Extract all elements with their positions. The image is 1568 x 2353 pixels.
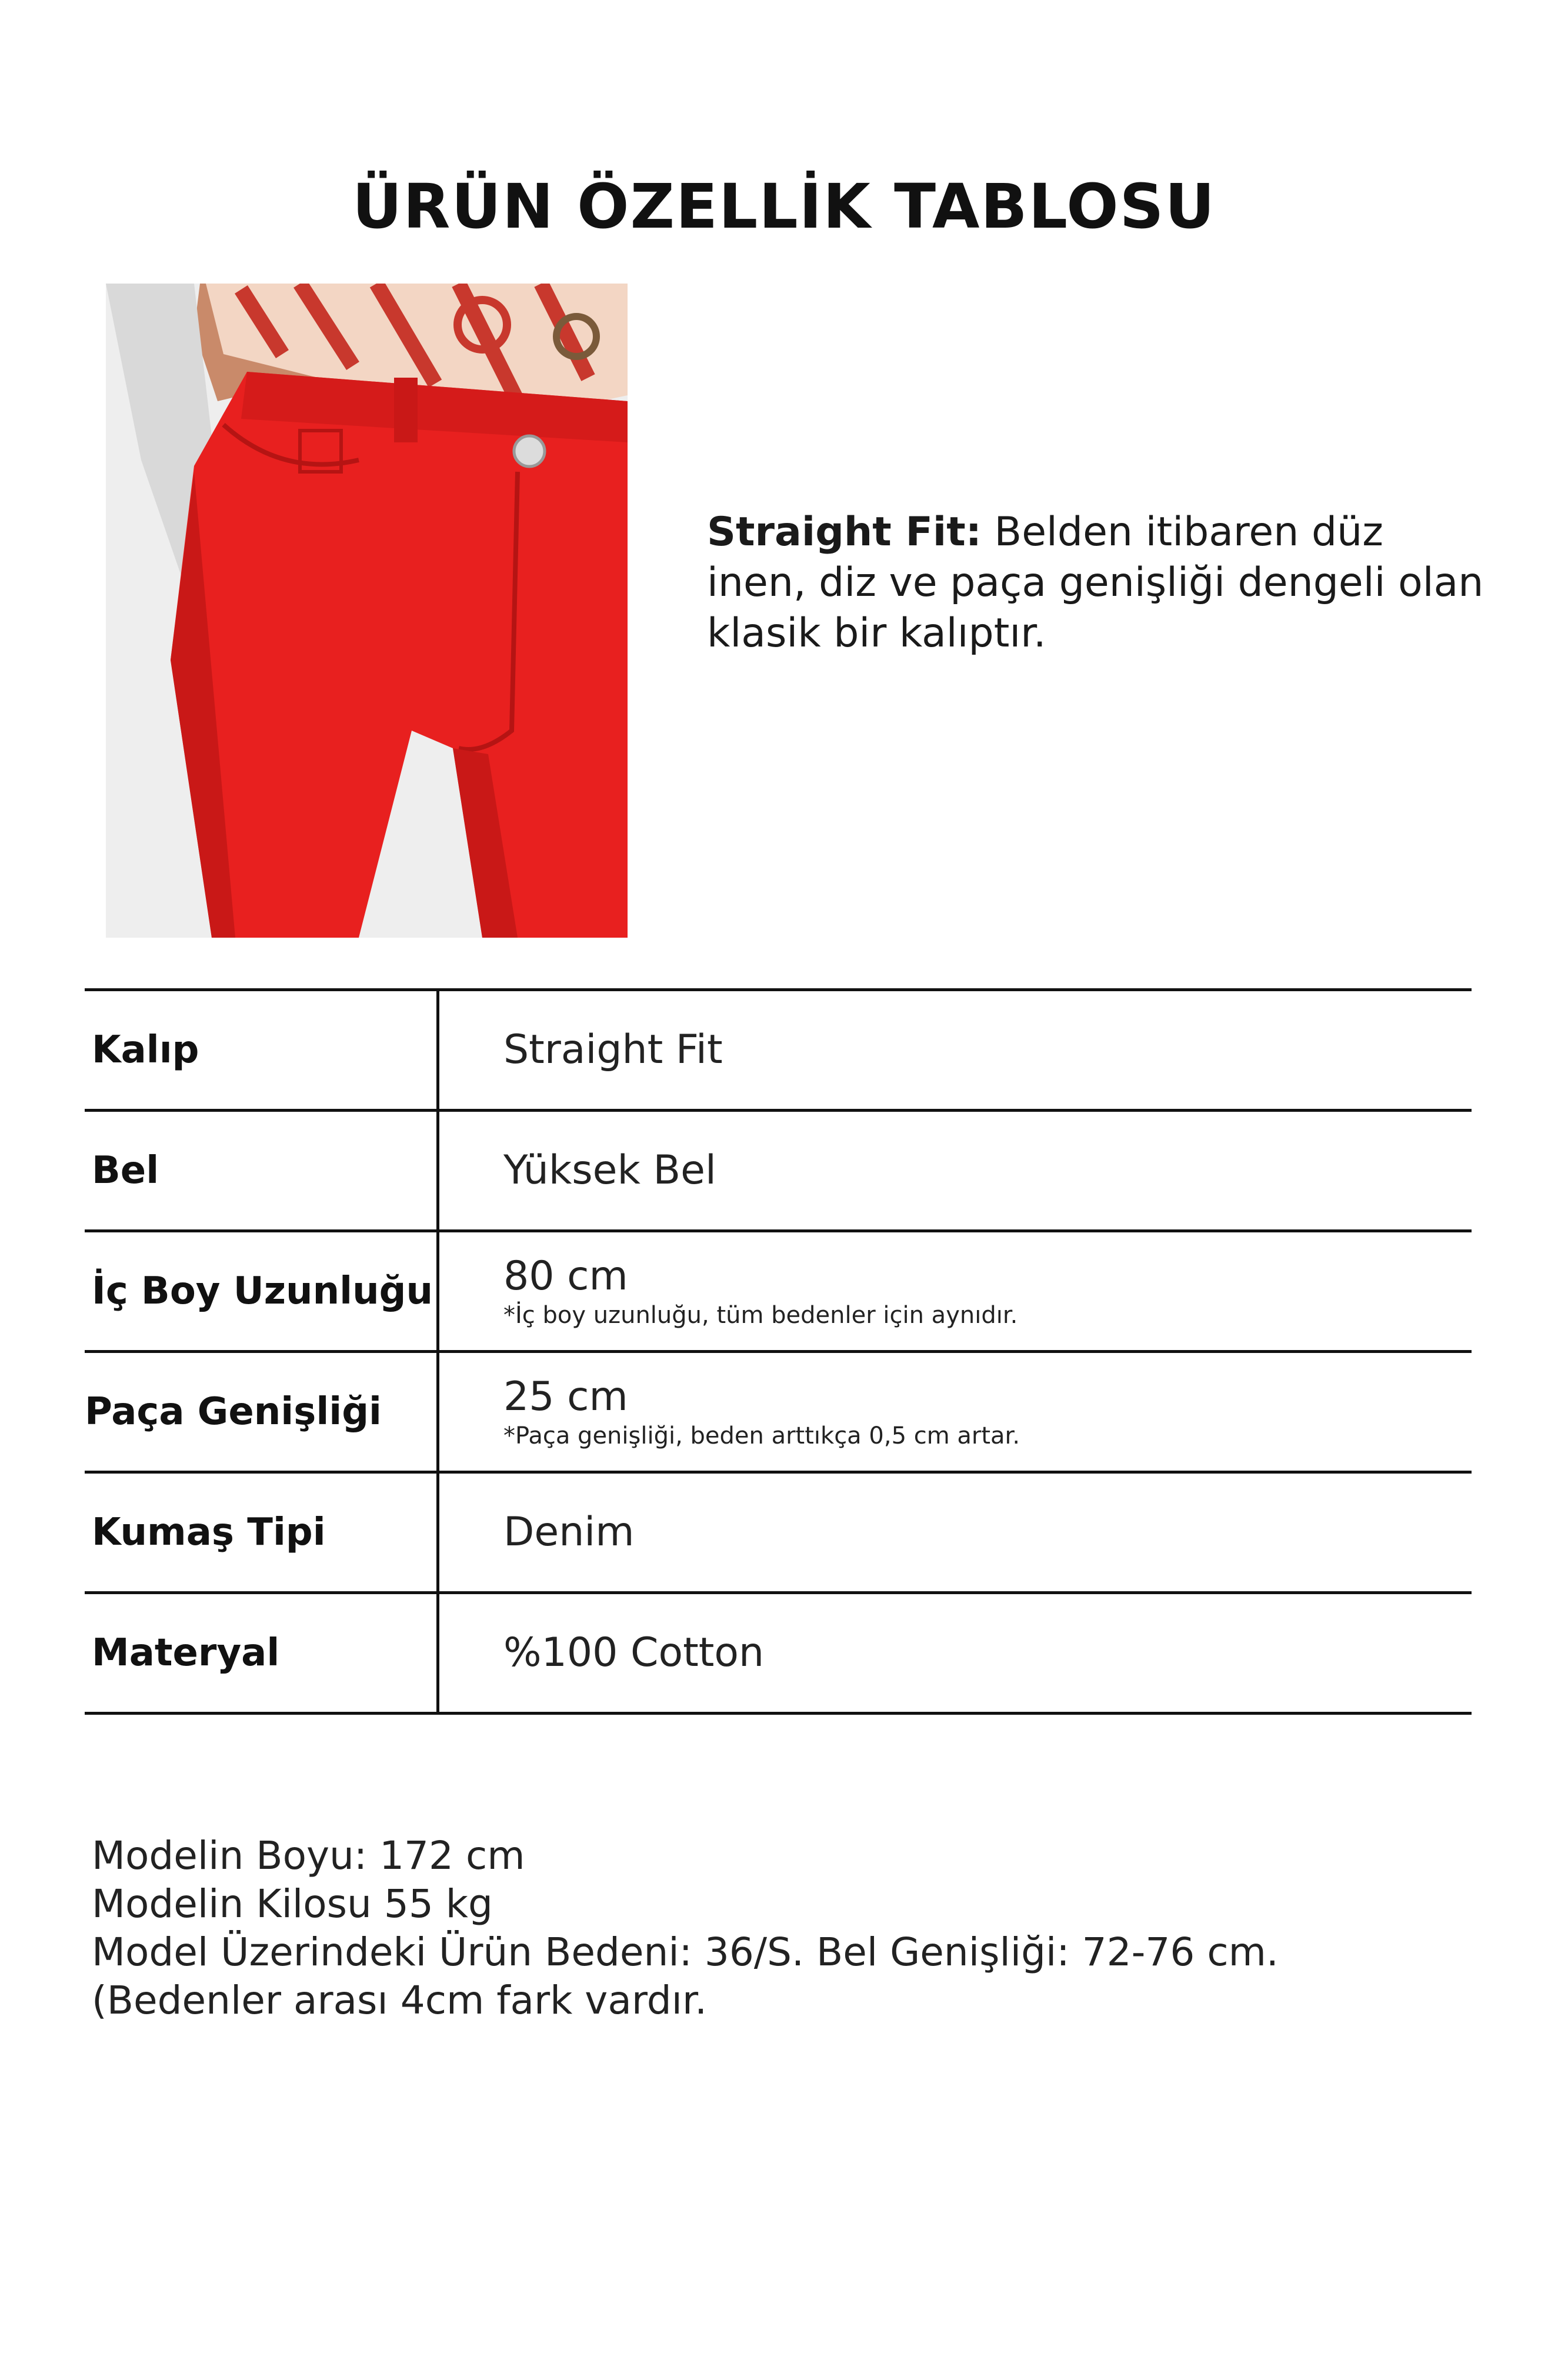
spec-row-ic-boy	[85, 1229, 1472, 1350]
model-height: Modelin Boyu: 172 cm	[92, 1833, 525, 1878]
spec-row-paca	[85, 1350, 1472, 1471]
model-size: Model Üzerindeki Ürün Bedeni: 36/S. Bel Genişliği: 72-76 cm. (Bedenler arası 4cm fark vardır.	[92, 1929, 1279, 2023]
model-info	[92, 1832, 1468, 2025]
fit-text: Belden itibaren düz inen, diz ve paça genişliği dengeli olan klasik bir kalıptır.	[707, 509, 1484, 656]
model-weight: Modelin Kilosu 55 kg	[92, 1881, 493, 1927]
spec-note: *Paça genişliği, beden arttıkça 0,5 cm artar.	[503, 1422, 1020, 1449]
spec-note: *İç boy uzunluğu, tüm bedenler için aynıdır.	[503, 1302, 1018, 1329]
spec-value: %100 Cotton	[503, 1629, 765, 1676]
page-title: ÜRÜN ÖZELLİK TABLOSU	[352, 171, 1216, 242]
spec-label: Bel	[92, 1149, 159, 1192]
spec-value: Denim	[503, 1509, 635, 1555]
spec-label: Kalıp	[92, 1028, 199, 1072]
table-divider	[436, 1353, 439, 1471]
spec-row-kalip	[85, 988, 1472, 1109]
spec-table	[85, 988, 1472, 1715]
spec-label: Kumaş Tipi	[92, 1511, 326, 1554]
product-photo	[106, 284, 628, 938]
spec-value: Yüksek Bel	[503, 1147, 716, 1194]
table-divider	[436, 991, 439, 1109]
table-divider	[436, 1594, 439, 1712]
table-divider	[436, 1232, 439, 1350]
spec-row-bel	[85, 1109, 1472, 1229]
red-jeans-illustration	[106, 284, 628, 938]
spec-label: İç Boy Uzunluğu	[92, 1269, 433, 1313]
spec-label: Materyal	[92, 1631, 280, 1675]
spec-row-materyal	[85, 1591, 1472, 1715]
spec-value: 25 cm	[503, 1374, 628, 1420]
spec-value: Straight Fit	[503, 1026, 723, 1073]
fit-description	[707, 507, 1489, 659]
spec-row-kumas	[85, 1471, 1472, 1591]
spec-value: 80 cm	[503, 1253, 628, 1299]
table-divider	[436, 1474, 439, 1591]
spec-label: Paça Genişliği	[85, 1390, 382, 1434]
table-divider	[436, 1112, 439, 1229]
fit-name: Straight Fit:	[707, 509, 982, 555]
